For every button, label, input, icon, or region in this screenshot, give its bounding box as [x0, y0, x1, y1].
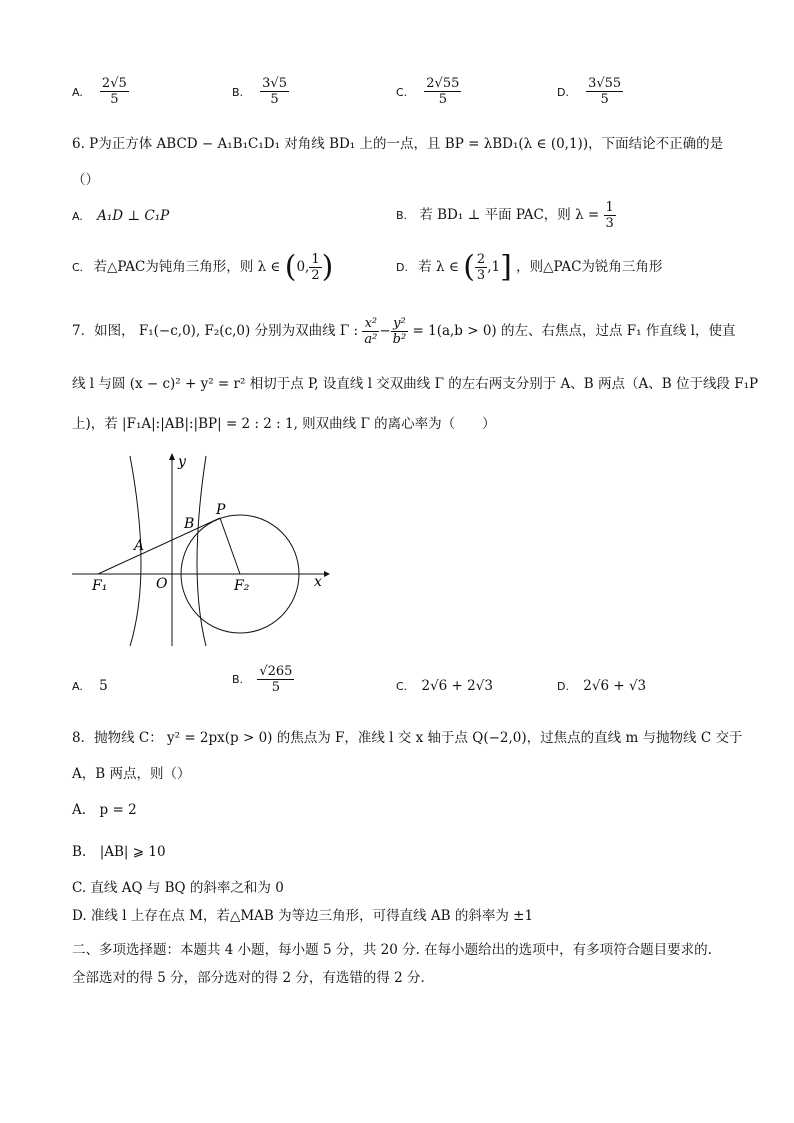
y-axis-arrow-icon [169, 453, 175, 460]
q7-option-a-label: A. [72, 680, 83, 693]
q7-option-b[interactable] [232, 664, 294, 695]
q7-hyperbola-figure [68, 450, 338, 650]
q5-option-c-den: 5 [438, 92, 447, 107]
q5-option-b-den: 5 [270, 92, 279, 107]
label-y: y [178, 454, 186, 470]
q5-option-b[interactable] [232, 76, 289, 107]
q5-option-a-num: 2√5 [101, 76, 127, 91]
q7-option-a-text: 5 [99, 678, 108, 694]
label-a: A [134, 538, 145, 554]
q5-option-c-num: 2√55 [426, 76, 460, 91]
q7-frac-x [362, 316, 379, 347]
label-x: x [314, 574, 322, 590]
q6-option-b[interactable] [396, 200, 616, 231]
q5-option-d-den: 5 [600, 92, 609, 107]
q7-option-a[interactable] [72, 676, 108, 697]
q6-option-c-close-paren: ) [321, 249, 334, 285]
label-f1: F₁ [92, 578, 108, 594]
q5-option-a-fraction [100, 76, 129, 107]
q5-option-d-label: D. [557, 86, 569, 99]
q5-option-d[interactable] [557, 76, 623, 107]
q5-option-a-den: 5 [110, 92, 119, 107]
q6-option-d-upper: ,1 [487, 259, 501, 275]
q6-option-c-num: 1 [311, 252, 320, 267]
q7-line1-post: = 1(a,b > 0) 的左、右焦点，过点 F₁ 作直线 l，使直 [412, 323, 736, 339]
q7-frac-x-den: a² [364, 332, 378, 347]
q6-option-c-open-paren: ( [284, 249, 297, 285]
q7-option-c[interactable] [396, 676, 493, 697]
q6-option-d-pre: 若 λ ∈ [418, 259, 459, 275]
q6-stem-line2: （） [72, 172, 99, 188]
line-f1-p [98, 518, 220, 574]
q7-frac-y [391, 316, 409, 347]
q7-option-b-label: B. [232, 673, 244, 686]
q6-option-d-label: D. [396, 261, 408, 274]
q5-option-b-fraction [260, 76, 289, 107]
q6-option-b-num: 1 [605, 200, 614, 215]
q7-option-b-den: 5 [271, 680, 281, 695]
x-axis-arrow-icon [324, 571, 330, 577]
q6-option-c-label: C. [72, 261, 84, 274]
q5-option-d-num: 3√55 [588, 76, 622, 91]
q6-option-a-label: A. [72, 210, 83, 223]
q5-option-a[interactable] [72, 76, 129, 107]
label-f2: F₂ [234, 578, 250, 594]
q6-option-d-post: ，则△PAC为锐角三角形 [516, 259, 663, 275]
q5-option-b-num: 3√5 [262, 76, 287, 91]
radius-p-f2 [220, 518, 240, 574]
q6-option-d[interactable] [396, 249, 663, 285]
q5-option-a-label: A. [72, 86, 83, 99]
q8-option-b[interactable]: B. |AB| ⩾ 10 [72, 844, 166, 860]
q5-option-c[interactable] [396, 76, 461, 107]
q7-option-d[interactable] [557, 676, 646, 697]
q7-option-c-label: C. [396, 680, 408, 693]
q6-option-c-lower: 0, [296, 259, 310, 275]
q5-option-c-label: C. [396, 86, 408, 99]
q7-option-d-label: D. [557, 680, 569, 693]
q6-stem-line1: 6. P为正方体 ABCD − A₁B₁C₁D₁ 对角线 BD₁ 上的一点，且 BP = λBD₁(λ ∈ (0,1))，下面结论不正确的是 [72, 136, 724, 152]
q7-stem-line3: 上)，若 |F₁A|:|AB|:|BP| = 2 : 2 : 1, 则双曲线 Γ 的离心率为（ ） [72, 416, 496, 432]
q8-stem-line1: 8．抛物线 C： y² = 2px(p > 0) 的焦点为 F，准线 l 交 x 轴于点 Q(−2,0)，过焦点的直线 m 与抛物线 C 交于 [72, 730, 743, 746]
section2-instructions-line2: 全部选对的得 5 分，部分选对的得 2 分，有选错的得 2 分. [72, 970, 425, 986]
q6-option-d-close-paren: ] [500, 249, 512, 285]
q7-option-b-fraction [257, 664, 294, 695]
q8-option-c[interactable]: C. 直线 AQ 与 BQ 的斜率之和为 0 [72, 880, 284, 896]
q6-option-b-fraction [604, 200, 616, 231]
q5-option-b-label: B. [232, 86, 244, 99]
q7-minus: − [379, 323, 391, 339]
label-o: O [156, 576, 168, 592]
q7-stem-line1 [72, 316, 735, 347]
q7-option-b-num: √265 [259, 664, 293, 679]
q7-frac-x-num: x² [362, 316, 379, 332]
q6-option-c-fraction [309, 252, 321, 283]
q7-frac-y-num: y² [391, 316, 409, 332]
q6-option-b-label: B. [396, 209, 408, 222]
q6-option-d-den: 3 [476, 268, 486, 283]
q7-line1-pre: 7．如图， F₁(−c,0), F₂(c,0) 分别为双曲线 Γ : [72, 323, 359, 339]
label-p: P [216, 502, 226, 518]
q5-option-c-fraction [424, 76, 461, 107]
q8-option-a[interactable]: A. p = 2 [72, 802, 137, 818]
q7-option-d-text: 2√6 + √3 [583, 678, 647, 694]
section2-instructions-line1: 二、多项选择题：本题共 4 小题，每小题 5 分，共 20 分. 在每小题给出的选项中，有多项符合题目要求的. [72, 942, 712, 958]
q6-option-d-num: 2 [476, 252, 486, 267]
q5-option-d-fraction [586, 76, 623, 107]
q6-option-a-text: A₁D ⊥ C₁P [97, 208, 170, 224]
q8-stem-line2: A，B 两点，则（） [72, 766, 191, 782]
q6-option-c-den: 2 [311, 268, 320, 283]
q6-option-d-fraction [475, 252, 487, 283]
q8-option-d[interactable]: D. 准线 l 上存在点 M，若△MAB 为等边三角形，可得直线 AB 的斜率为 ±1 [72, 908, 534, 924]
q6-option-a[interactable] [72, 206, 169, 227]
hyperbola-right-branch [197, 456, 206, 646]
q6-option-c[interactable] [72, 249, 334, 285]
label-b: B [184, 516, 195, 532]
q7-stem-line2: 线 l 与圆 (x − c)² + y² = r² 相切于点 P, 设直线 l 交双曲线 Γ 的左右两支分别于 A、B 两点（A、B 位于线段 F₁P [72, 376, 759, 392]
q6-option-c-text: 若△PAC为钝角三角形，则 λ ∈ [93, 259, 281, 275]
q6-option-d-open-paren: ( [463, 249, 475, 285]
q6-option-b-den: 3 [605, 216, 614, 231]
q7-frac-y-den: b² [392, 332, 407, 347]
q7-option-c-text: 2√6 + 2√3 [421, 678, 493, 694]
q6-option-b-text: 若 BD₁ ⊥ 平面 PAC，则 λ = [419, 207, 600, 223]
